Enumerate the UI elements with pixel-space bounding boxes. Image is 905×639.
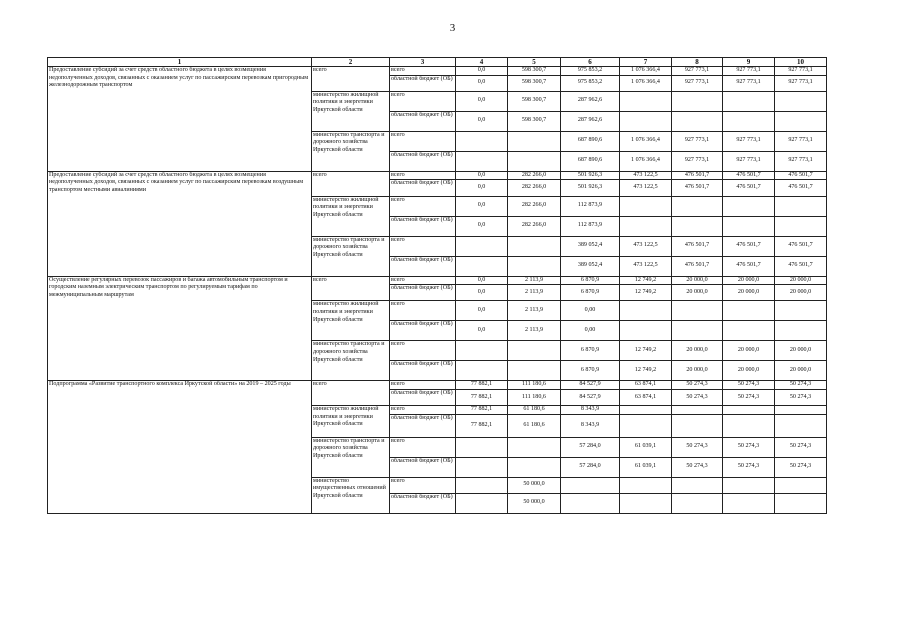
value-cell: 282 266,0	[508, 216, 561, 236]
value-cell: 598 300,7	[508, 91, 561, 111]
value-cell	[456, 131, 508, 151]
value-cell: 1 076 366,4	[620, 131, 672, 151]
value-cell: 50 274,3	[775, 437, 827, 457]
source-cell: всего	[390, 406, 456, 415]
header-cell: 2	[312, 58, 390, 67]
source-cell: областной бюджет (ОБ)	[390, 75, 456, 91]
value-cell	[775, 216, 827, 236]
value-cell	[620, 493, 672, 513]
value-cell	[723, 301, 775, 321]
value-cell: 975 853,2	[561, 75, 620, 91]
value-cell: 61 039,1	[620, 437, 672, 457]
value-cell: 476 501,7	[775, 171, 827, 180]
value-cell: 476 501,7	[723, 180, 775, 196]
value-cell: 927 773,1	[672, 75, 723, 91]
value-cell	[775, 301, 827, 321]
value-cell	[672, 216, 723, 236]
value-cell: 501 926,3	[561, 180, 620, 196]
executor-cell: всего	[312, 381, 390, 406]
executor-cell: всего	[312, 276, 390, 301]
budget-table	[47, 57, 827, 514]
value-cell	[723, 111, 775, 131]
value-cell: 111 180,6	[508, 381, 561, 390]
value-cell: 20 000,0	[775, 285, 827, 301]
value-cell	[508, 361, 561, 381]
value-cell: 84 527,9	[561, 389, 620, 405]
value-cell: 50 000,0	[508, 493, 561, 513]
source-cell: всего	[390, 437, 456, 457]
value-cell: 0,0	[456, 285, 508, 301]
source-cell: всего	[390, 196, 456, 216]
source-cell: областной бюджет (ОБ)	[390, 389, 456, 405]
value-cell	[620, 111, 672, 131]
value-cell: 20 000,0	[672, 276, 723, 285]
value-cell: 0,00	[561, 321, 620, 341]
value-cell	[456, 361, 508, 381]
value-cell: 282 266,0	[508, 196, 561, 216]
value-cell: 0,0	[456, 196, 508, 216]
value-cell	[672, 414, 723, 437]
source-cell: всего	[390, 67, 456, 76]
value-cell	[620, 216, 672, 236]
source-cell: областной бюджет (ОБ)	[390, 151, 456, 171]
value-cell: 50 274,3	[723, 389, 775, 405]
value-cell: 476 501,7	[775, 180, 827, 196]
source-cell: областной бюджет (ОБ)	[390, 256, 456, 276]
value-cell	[508, 131, 561, 151]
value-cell	[723, 414, 775, 437]
value-cell	[723, 91, 775, 111]
value-cell: 50 274,3	[672, 457, 723, 477]
value-cell: 389 052,4	[561, 256, 620, 276]
value-cell: 927 773,1	[672, 131, 723, 151]
table-row	[48, 276, 827, 285]
value-cell: 20 000,0	[775, 341, 827, 361]
value-cell: 598 300,7	[508, 67, 561, 76]
value-cell: 0,0	[456, 180, 508, 196]
value-cell	[723, 216, 775, 236]
source-cell: областной бюджет (ОБ)	[390, 414, 456, 437]
value-cell: 50 274,3	[775, 381, 827, 390]
value-cell: 687 890,6	[561, 151, 620, 171]
header-cell: 10	[775, 58, 827, 67]
value-cell	[620, 477, 672, 493]
value-cell	[672, 406, 723, 415]
value-cell: 77 882,1	[456, 381, 508, 390]
value-cell: 77 882,1	[456, 389, 508, 405]
value-cell: 927 773,1	[775, 151, 827, 171]
value-cell: 20 000,0	[775, 276, 827, 285]
value-cell: 473 122,5	[620, 256, 672, 276]
source-cell: всего	[390, 91, 456, 111]
value-cell: 2 113,9	[508, 301, 561, 321]
value-cell: 50 274,3	[723, 437, 775, 457]
value-cell	[672, 477, 723, 493]
value-cell: 476 501,7	[672, 236, 723, 256]
value-cell	[508, 341, 561, 361]
value-cell: 112 873,9	[561, 196, 620, 216]
value-cell: 287 962,6	[561, 91, 620, 111]
value-cell: 12 749,2	[620, 341, 672, 361]
executor-cell: всего	[312, 171, 390, 196]
value-cell: 1 076 366,4	[620, 151, 672, 171]
header-cell: 1	[48, 58, 312, 67]
value-cell	[620, 196, 672, 216]
value-cell: 0,0	[456, 111, 508, 131]
source-cell: областной бюджет (ОБ)	[390, 285, 456, 301]
value-cell: 20 000,0	[723, 285, 775, 301]
value-cell	[456, 493, 508, 513]
value-cell: 282 266,0	[508, 180, 561, 196]
value-cell	[508, 236, 561, 256]
value-cell: 0,0	[456, 321, 508, 341]
value-cell: 927 773,1	[723, 151, 775, 171]
block-title: Предоставление субсидий за счет средств областного бюджета в целях возмещения недополученных доходов, связанных с оказанием услуг по пассажирским перевозкам воздушным транспортом местными авиалиниями	[48, 171, 312, 276]
value-cell: 50 274,3	[775, 389, 827, 405]
value-cell: 8 343,9	[561, 414, 620, 437]
source-cell: всего	[390, 381, 456, 390]
value-cell: 84 527,9	[561, 381, 620, 390]
value-cell	[775, 477, 827, 493]
value-cell: 61 039,1	[620, 457, 672, 477]
value-cell: 476 501,7	[672, 171, 723, 180]
value-cell	[672, 111, 723, 131]
value-cell	[620, 406, 672, 415]
value-cell: 8 343,9	[561, 406, 620, 415]
value-cell: 111 180,6	[508, 389, 561, 405]
value-cell: 0,0	[456, 276, 508, 285]
executor-cell: министерство жилищной политики и энергетики Иркутской области	[312, 301, 390, 341]
value-cell: 61 180,6	[508, 406, 561, 415]
source-cell: всего	[390, 477, 456, 493]
value-cell	[775, 91, 827, 111]
value-cell: 0,0	[456, 171, 508, 180]
value-cell: 927 773,1	[723, 131, 775, 151]
value-cell: 927 773,1	[775, 131, 827, 151]
value-cell: 473 122,5	[620, 171, 672, 180]
value-cell	[456, 151, 508, 171]
value-cell	[723, 477, 775, 493]
value-cell: 0,0	[456, 75, 508, 91]
value-cell	[723, 493, 775, 513]
value-cell: 20 000,0	[672, 285, 723, 301]
source-cell: областной бюджет (ОБ)	[390, 111, 456, 131]
source-cell: областной бюджет (ОБ)	[390, 216, 456, 236]
executor-cell: министерство транспорта и дорожного хозяйства Иркутской области	[312, 236, 390, 276]
header-cell: 3	[390, 58, 456, 67]
value-cell	[723, 196, 775, 216]
block-title: Подпрограмма «Развитие транспортного комплекса Иркутской области» на 2019 – 2025 годы	[48, 381, 312, 513]
value-cell	[723, 321, 775, 341]
value-cell: 2 113,9	[508, 276, 561, 285]
source-cell: областной бюджет (ОБ)	[390, 180, 456, 196]
source-cell: всего	[390, 171, 456, 180]
value-cell: 927 773,1	[723, 75, 775, 91]
value-cell	[456, 437, 508, 457]
value-cell	[508, 437, 561, 457]
value-cell	[620, 414, 672, 437]
value-cell: 63 874,1	[620, 381, 672, 390]
value-cell	[723, 406, 775, 415]
value-cell: 6 870,9	[561, 361, 620, 381]
executor-cell: министерство транспорта и дорожного хозяйства Иркутской области	[312, 131, 390, 171]
value-cell: 927 773,1	[672, 67, 723, 76]
value-cell: 975 853,2	[561, 67, 620, 76]
value-cell: 50 274,3	[672, 437, 723, 457]
header-cell: 9	[723, 58, 775, 67]
block-title: Предоставление субсидий за счет средств областного бюджета в целях возмещения недополученных доходов, связанных с оказанием услуг по пассажирским перевозкам пригородным железнодорожным транспортом	[48, 67, 312, 172]
value-cell: 287 962,6	[561, 111, 620, 131]
value-cell	[672, 493, 723, 513]
block-title: Осуществление регулярных перевозок пассажиров и багажа автомобильным транспортом и городским наземным электрическим транспортом по регулируемым тарифам по межмуниципальным маршрутам	[48, 276, 312, 381]
value-cell	[508, 457, 561, 477]
header-cell: 5	[508, 58, 561, 67]
value-cell: 50 274,3	[723, 457, 775, 477]
value-cell: 476 501,7	[672, 180, 723, 196]
value-cell: 12 749,2	[620, 276, 672, 285]
header-cell: 6	[561, 58, 620, 67]
value-cell	[561, 477, 620, 493]
value-cell: 476 501,7	[723, 256, 775, 276]
value-cell: 927 773,1	[672, 151, 723, 171]
value-cell: 6 870,9	[561, 285, 620, 301]
value-cell: 598 300,7	[508, 75, 561, 91]
value-cell: 12 749,2	[620, 285, 672, 301]
value-cell	[672, 196, 723, 216]
source-cell: всего	[390, 341, 456, 361]
value-cell: 0,0	[456, 67, 508, 76]
source-cell: всего	[390, 301, 456, 321]
value-cell: 20 000,0	[672, 341, 723, 361]
value-cell: 50 274,3	[723, 381, 775, 390]
value-cell: 63 874,1	[620, 389, 672, 405]
value-cell	[620, 321, 672, 341]
header-cell: 7	[620, 58, 672, 67]
source-cell: всего	[390, 236, 456, 256]
value-cell: 1 076 366,4	[620, 67, 672, 76]
value-cell	[775, 111, 827, 131]
value-cell: 0,0	[456, 216, 508, 236]
table-row	[48, 171, 827, 180]
value-cell: 927 773,1	[723, 67, 775, 76]
value-cell	[775, 321, 827, 341]
value-cell	[775, 414, 827, 437]
value-cell	[672, 301, 723, 321]
value-cell	[508, 151, 561, 171]
source-cell: всего	[390, 131, 456, 151]
source-cell: областной бюджет (ОБ)	[390, 361, 456, 381]
value-cell: 50 274,3	[775, 457, 827, 477]
value-cell: 20 000,0	[723, 276, 775, 285]
value-cell	[508, 256, 561, 276]
value-cell	[672, 321, 723, 341]
value-cell: 77 882,1	[456, 406, 508, 415]
value-cell	[456, 457, 508, 477]
value-cell: 12 749,2	[620, 361, 672, 381]
value-cell: 20 000,0	[723, 361, 775, 381]
value-cell: 598 300,7	[508, 111, 561, 131]
page-number: 3	[449, 22, 456, 34]
value-cell: 20 000,0	[723, 341, 775, 361]
value-cell: 473 122,5	[620, 236, 672, 256]
value-cell	[620, 301, 672, 321]
value-cell: 927 773,1	[775, 75, 827, 91]
executor-cell: министерство жилищной политики и энергетики Иркутской области	[312, 406, 390, 438]
value-cell: 2 113,9	[508, 285, 561, 301]
value-cell: 501 926,3	[561, 171, 620, 180]
executor-cell: всего	[312, 67, 390, 92]
value-cell	[456, 477, 508, 493]
value-cell: 1 076 366,4	[620, 75, 672, 91]
header-row	[48, 58, 827, 67]
value-cell: 476 501,7	[723, 171, 775, 180]
value-cell	[620, 91, 672, 111]
value-cell	[456, 341, 508, 361]
executor-cell: министерство имущественных отношений Иркутской области	[312, 477, 390, 513]
header-cell: 8	[672, 58, 723, 67]
value-cell: 20 000,0	[672, 361, 723, 381]
value-cell: 57 284,0	[561, 437, 620, 457]
value-cell	[775, 406, 827, 415]
source-cell: всего	[390, 276, 456, 285]
value-cell	[672, 91, 723, 111]
value-cell: 6 870,9	[561, 276, 620, 285]
value-cell: 6 870,9	[561, 341, 620, 361]
value-cell: 389 052,4	[561, 236, 620, 256]
source-cell: областной бюджет (ОБ)	[390, 493, 456, 513]
value-cell	[456, 236, 508, 256]
value-cell: 473 122,5	[620, 180, 672, 196]
value-cell: 0,0	[456, 91, 508, 111]
executor-cell: министерство жилищной политики и энергетики Иркутской области	[312, 91, 390, 131]
value-cell: 927 773,1	[775, 67, 827, 76]
value-cell: 77 882,1	[456, 414, 508, 437]
value-cell: 20 000,0	[775, 361, 827, 381]
value-cell: 112 873,9	[561, 216, 620, 236]
value-cell: 2 113,9	[508, 321, 561, 341]
header-cell: 4	[456, 58, 508, 67]
value-cell: 476 501,7	[672, 256, 723, 276]
table-row	[48, 67, 827, 76]
value-cell: 476 501,7	[723, 236, 775, 256]
value-cell: 50 000,0	[508, 477, 561, 493]
executor-cell: министерство транспорта и дорожного хозяйства Иркутской области	[312, 437, 390, 477]
value-cell: 476 501,7	[775, 236, 827, 256]
value-cell	[456, 256, 508, 276]
value-cell: 282 266,0	[508, 171, 561, 180]
value-cell	[775, 196, 827, 216]
table-row	[48, 381, 827, 390]
value-cell	[775, 493, 827, 513]
value-cell: 0,0	[456, 301, 508, 321]
value-cell: 50 274,3	[672, 381, 723, 390]
value-cell: 57 284,0	[561, 457, 620, 477]
executor-cell: министерство транспорта и дорожного хозяйства Иркутской области	[312, 341, 390, 381]
value-cell: 687 890,6	[561, 131, 620, 151]
source-cell: областной бюджет (ОБ)	[390, 321, 456, 341]
value-cell: 476 501,7	[775, 256, 827, 276]
value-cell: 50 274,3	[672, 389, 723, 405]
executor-cell: министерство жилищной политики и энергетики Иркутской области	[312, 196, 390, 236]
source-cell: областной бюджет (ОБ)	[390, 457, 456, 477]
value-cell: 61 180,6	[508, 414, 561, 437]
value-cell	[561, 493, 620, 513]
value-cell: 0,00	[561, 301, 620, 321]
